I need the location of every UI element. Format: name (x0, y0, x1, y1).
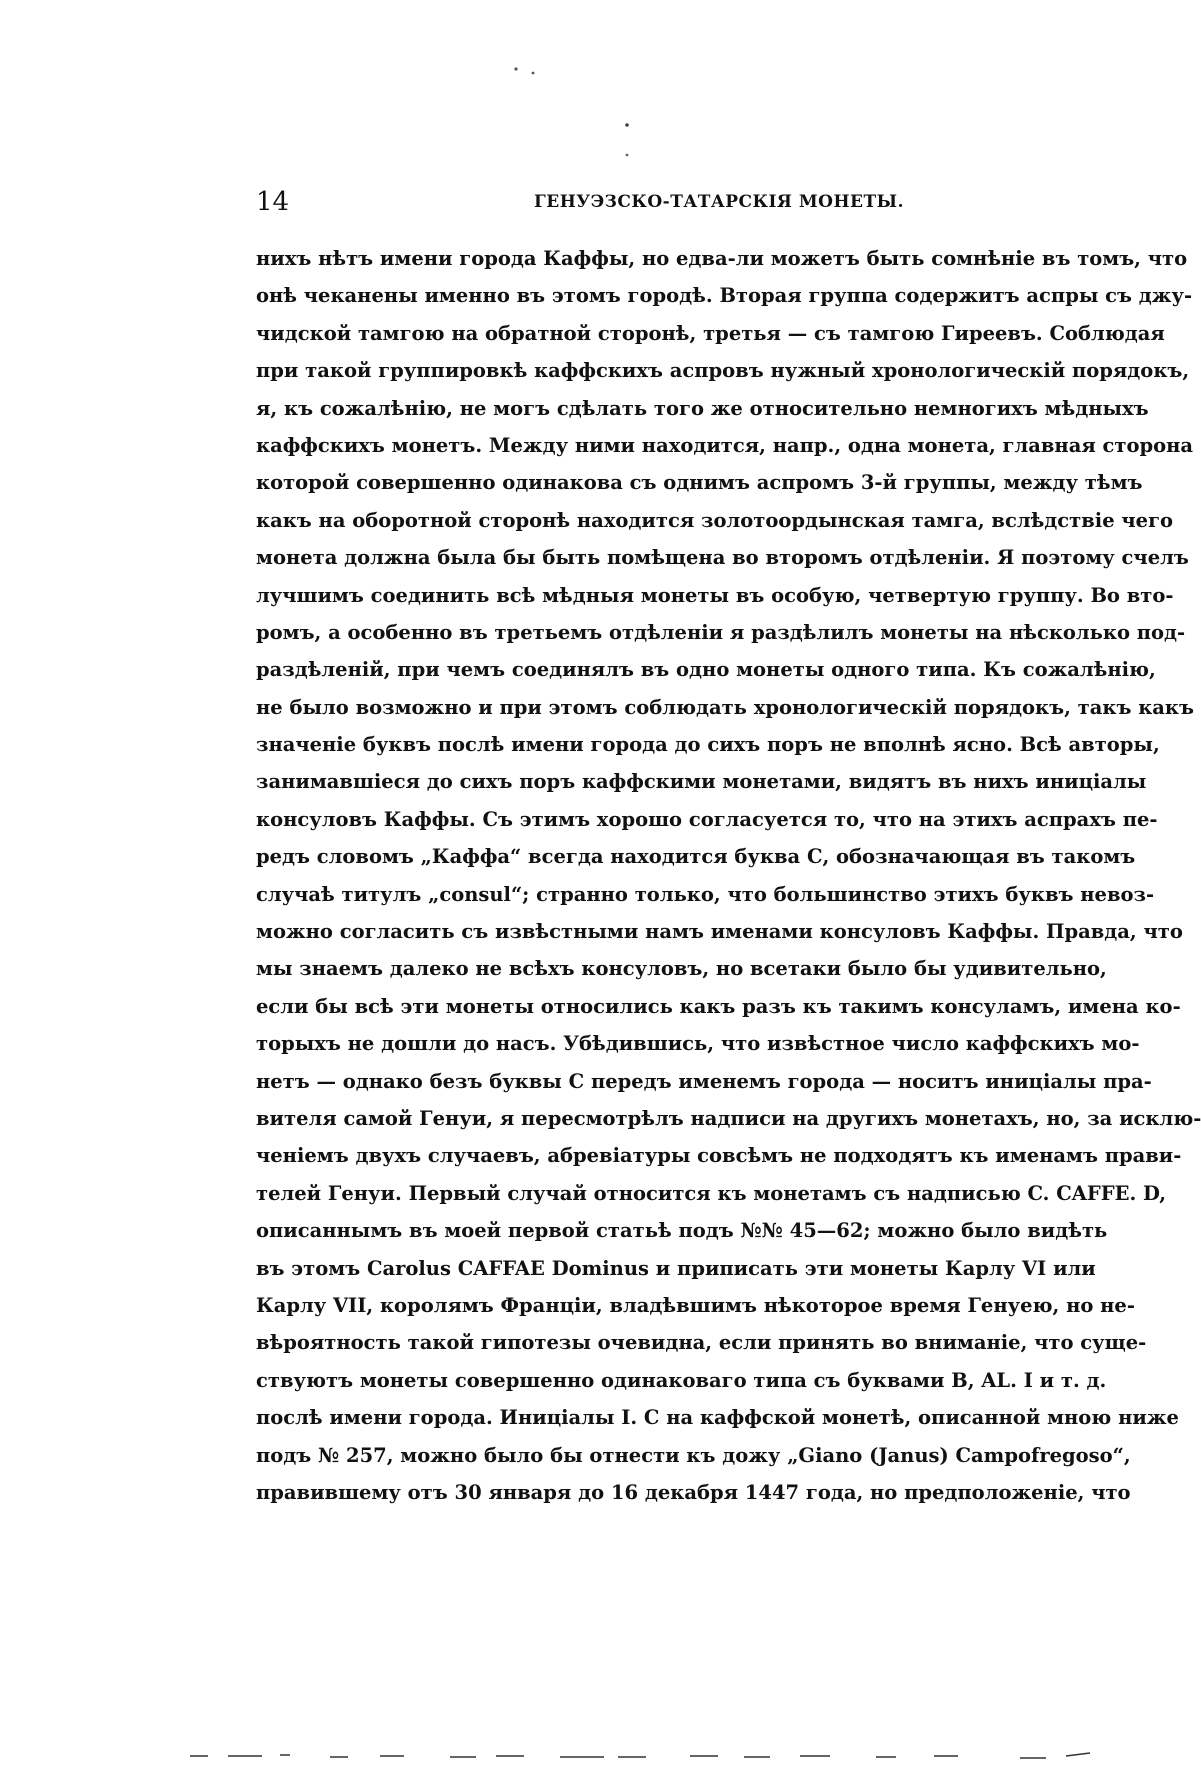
text-line: значеніе буквъ послѣ имени города до сихъ поръ не вполнѣ ясно. Всѣ авторы, (256, 733, 1160, 757)
text-line: въ этомъ Carolus CAFFAE Dominus и приписать эти монеты Карлу VI или (256, 1256, 1096, 1280)
text-line: мы знаемъ далеко не всѣхъ консуловъ, но всетаки было бы удивительно, (256, 957, 1107, 981)
text-line: я, къ сожалѣнію, не могъ сдѣлать того же относительно немногихъ мѣдныхъ (256, 396, 1149, 420)
text-line: какъ на оборотной сторонѣ находится золотоордынская тамга, вслѣдствіе чего (256, 508, 1174, 532)
text-line: подъ № 257, можно было бы отнести къ дожу „Giano (Janus) Campofregoso“, (256, 1443, 1131, 1467)
text-line: вѣроятность такой гипотезы очевидна, если принять во вниманіе, что суще- (256, 1331, 1147, 1355)
text-line: если бы всѣ эти монеты относились какъ разъ къ такимъ консуламъ, имена ко- (256, 994, 1181, 1018)
text-line: ствуютъ монеты совершенно одинаковаго типа съ буквами B, AL. I и т. д. (256, 1368, 1107, 1392)
text-line: Карлу VII, королямъ Франціи, владѣвшимъ нѣкоторое время Генуею, но не- (256, 1293, 1135, 1317)
text-line: каффскихъ монетъ. Между ними находится, напр., одна монета, главная сторона (256, 433, 1194, 457)
text-line: вителя самой Генуи, я пересмотрѣлъ надписи на другихъ монетахъ, но, за исклю- (256, 1106, 1201, 1130)
body-text (256, 240, 1201, 1511)
text-line: при такой группировкѣ каффскихъ аспровъ нужный хронологическій порядокъ, (256, 359, 1190, 383)
text-line: чидской тамгою на обратной сторонѣ, третья — съ тамгою Гиреевъ. Соблюдая (256, 321, 1165, 345)
text-line: монета должна была бы быть помѣщена во второмъ отдѣленіи. Я поэтому счелъ (256, 546, 1189, 570)
speck-2 (532, 72, 535, 75)
text-line: занимавшіеся до сихъ поръ каффскими монетами, видятъ въ нихъ иниціалы (256, 770, 1147, 794)
text-line: случаѣ титулъ „consul“; странно только, что большинство этихъ буквъ невоз- (256, 882, 1155, 906)
text-line: телей Генуи. Первый случай относится къ монетамъ съ надписью C. CAFFE. D, (256, 1181, 1167, 1205)
running-header (256, 182, 1032, 222)
text-line: можно согласить съ извѣстными намъ именами консуловъ Каффы. Правда, что (256, 920, 1183, 944)
text-line: нетъ — однако безъ буквы С передъ именемъ города — носитъ иниціалы пра- (256, 1069, 1152, 1093)
text-line: редъ словомъ „Каффа“ всегда находится буква С, обозначающая въ такомъ (256, 845, 1136, 869)
text-line: нихъ нѣтъ имени города Каффы, но едва-ли можетъ быть сомнѣніе въ томъ, что (256, 247, 1188, 270)
speck-4 (626, 154, 629, 157)
speck-3 (625, 123, 629, 127)
text-line-last: правившему отъ 30 января до 16 декабря 1447 года, но предположеніе, что (256, 1480, 1131, 1504)
text-line: торыхъ не дошли до насъ. Убѣдившись, что извѣстное число каффскихъ мо- (256, 1032, 1140, 1056)
text-line: ромъ, а особенно въ третьемъ отдѣленіи я раздѣлилъ монеты на нѣсколько под- (256, 620, 1186, 644)
text-line: не было возможно и при этомъ соблюдать хронологическій порядокъ, такъ какъ (256, 695, 1194, 719)
text-line: послѣ имени города. Иниціалы I. C на каффской монетѣ, описанной мною ниже (256, 1406, 1179, 1430)
text-line: раздѣленій, при чемъ соединялъ въ одно монеты одного типа. Къ сожалѣнію, (256, 658, 1156, 682)
text-line: описаннымъ въ моей первой статьѣ подъ №№ 45—62; можно было видѣть (256, 1219, 1108, 1243)
text-line: онѣ чеканены именно въ этомъ городѣ. Вторая группа содержитъ аспры съ джу- (256, 284, 1193, 308)
edge-mark (1066, 1753, 1090, 1756)
scan-edge-marks (0, 1740, 1140, 1768)
running-title: ГЕНУЭЗСКО-ТАТАРСКІЯ МОНЕТЫ. (534, 192, 904, 212)
text-line: лучшимъ соединить всѣ мѣдныя монеты въ особую, четвертую группу. Во вто- (256, 583, 1174, 607)
speck-1 (514, 67, 517, 70)
text-line: ченіемъ двухъ случаевъ, абревіатуры совсѣмъ не подходятъ къ именамъ прави- (256, 1144, 1182, 1168)
text-line: которой совершенно одинакова съ однимъ аспромъ 3-й группы, между тѣмъ (256, 471, 1143, 495)
text-line: консуловъ Каффы. Съ этимъ хорошо согласуется то, что на этихъ аспрахъ пе- (256, 807, 1158, 831)
page-number: 14 (256, 187, 290, 217)
